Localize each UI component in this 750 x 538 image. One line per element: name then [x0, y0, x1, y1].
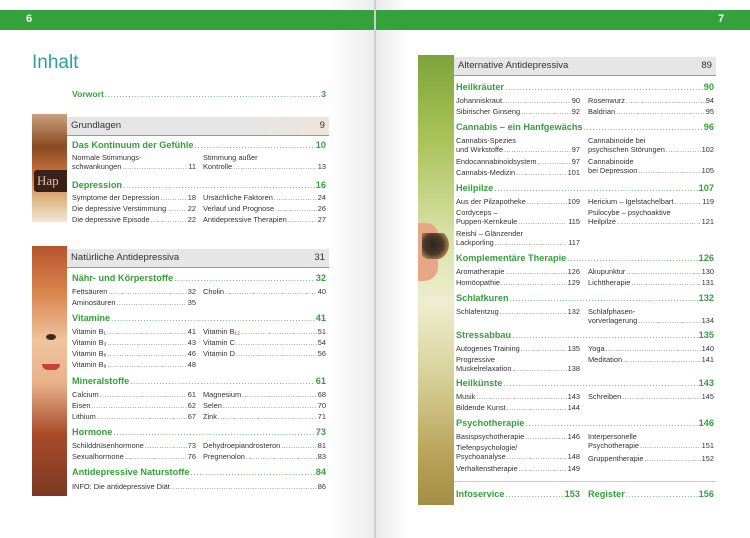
toc-kontinuum[interactable]: Das Kontinuum der Gefühle ..... 10 — [72, 140, 326, 151]
right-page — [376, 0, 750, 538]
section-divider — [454, 481, 716, 482]
right-page-header-bar — [376, 10, 750, 30]
toc-item[interactable]: Vitamin C ..... 54 — [203, 338, 326, 348]
toc-item[interactable]: Sibirischer Ginseng ..... 92 — [456, 107, 580, 117]
toc-reishi[interactable]: Reishi – Glänzender Lackporling ..... 117 — [456, 229, 580, 248]
toc-psychotherapie[interactable]: Psychotherapie ..... 146 — [456, 418, 714, 429]
toc-item[interactable]: Musik ..... 143 — [456, 392, 580, 402]
toc-item[interactable]: Vitamin B₆ ..... 46 — [72, 349, 196, 359]
eye-shape — [46, 334, 56, 340]
toc-item[interactable]: Die depressive Episode ..... 22 — [72, 215, 196, 225]
toc-item[interactable]: Die depressive Verstimmung ..... 22 — [72, 204, 196, 214]
section-natuerliche-antidepressiva[interactable]: Natürliche Antidepressiva 31 — [67, 249, 329, 267]
grundlagen-photo — [32, 114, 67, 222]
toc-gruppentherapie[interactable]: Gruppentherapie ..... 152 — [588, 454, 714, 464]
toc-pilzapotheke[interactable]: Aus der Pilzapotheke ..... 109 — [456, 197, 580, 207]
toc-item[interactable]: Sexualhormone ..... 76 — [72, 452, 196, 462]
toc-item[interactable]: Bildende Kunst ..... 144 — [456, 403, 580, 413]
toc-item[interactable]: Magnesium ..... 68 — [203, 390, 326, 400]
toc-hericium[interactable]: Hericium – Igelstachelbart ..... 119 — [588, 197, 714, 207]
toc-schlafkuren[interactable]: Schlafkuren ..... 132 — [456, 293, 714, 304]
left-page-number: 6 — [26, 13, 33, 25]
toc-stimmung-ausser-kontrolle[interactable]: Stimmung außer Kontrolle ..... 13 — [203, 153, 326, 172]
happy-sign-text: Hap — [34, 170, 67, 192]
toc-item[interactable]: Aminosäuren ..... 35 — [72, 298, 196, 308]
toc-verhaltenstherapie[interactable]: Verhaltenstherapie ..... 149 — [456, 464, 580, 474]
toc-infoservice[interactable]: Infoservice ..... 153 — [456, 489, 580, 500]
toc-normale-stimmungsschwankungen[interactable]: Normale Stimmungs- schwankungen ..... 11 — [72, 153, 196, 172]
toc-item[interactable]: Ursächliche Faktoren ..... 24 — [203, 193, 326, 203]
toc-cannabis-spezies[interactable]: Cannabis-Spezies und Wirkstoffe ..... 97 — [456, 136, 580, 155]
toc-item[interactable]: Vitamin B₁₂ ..... 51 — [203, 327, 326, 337]
toc-item[interactable]: Johanniskraut ..... 90 — [456, 96, 580, 106]
toc-naehr-koerperstoffe[interactable]: Nähr- und Körperstoffe ..... 32 — [72, 273, 326, 284]
toc-cannabinoide-depression[interactable]: Cannabinoide bei Depression ..... 105 — [588, 157, 714, 176]
toc-vorwort[interactable]: Vorwort ..... 3 — [72, 89, 326, 100]
toc-item[interactable]: Cholin ..... 40 — [203, 287, 326, 297]
page-title: Inhalt — [32, 52, 79, 73]
toc-heilkraeuter[interactable]: Heilkräuter ..... 90 — [456, 82, 714, 93]
toc-depression[interactable]: Depression ..... 16 — [72, 180, 326, 191]
toc-mineralstoffe[interactable]: Mineralstoffe ..... 61 — [72, 376, 326, 387]
toc-item[interactable]: Selen ..... 70 — [203, 401, 326, 411]
toc-cannabis[interactable]: Cannabis – ein Hanfgewächs ..... 96 — [456, 122, 714, 133]
toc-item[interactable]: Vitamin D ..... 56 — [203, 349, 326, 359]
toc-antidepressive-naturstoffe[interactable]: Antidepressive Naturstoffe ..... 84 — [72, 467, 326, 478]
toc-item[interactable]: Dehydroepiandrosteron ..... 81 — [203, 441, 326, 451]
left-page — [0, 0, 374, 538]
section-grundlagen[interactable]: Grundlagen 9 — [67, 117, 329, 135]
toc-item[interactable]: Zink ..... 71 — [203, 412, 326, 422]
toc-item[interactable]: Homöopathie ..... 129 — [456, 278, 580, 288]
toc-item[interactable]: Schreiben ..... 145 — [588, 392, 714, 402]
toc-register[interactable]: Register ..... 156 — [588, 489, 714, 500]
toc-item[interactable]: Verlauf und Prognose ..... 26 — [203, 204, 326, 214]
toc-item[interactable]: Baldrian ..... 95 — [588, 107, 714, 117]
toc-item[interactable]: Rosenwurz ..... 94 — [588, 96, 714, 106]
toc-item[interactable]: Pregnenolon ..... 83 — [203, 452, 326, 462]
toc-item[interactable]: Vitamin B₁ ..... 41 — [72, 327, 196, 337]
toc-stressabbau[interactable]: Stressabbau ..... 135 — [456, 330, 714, 341]
toc-item[interactable]: Fettsäuren ..... 32 — [72, 287, 196, 297]
butterfly-icon — [422, 233, 450, 259]
toc-tiefenpsychologie[interactable]: Tiefenpsychologie/ Psychoanalyse ..... 148 — [456, 443, 580, 462]
toc-cannabinoide-stoerungen[interactable]: Cannabinoide bei psychischen Störungen ..... 102 — [588, 136, 714, 155]
toc-meditation[interactable]: Meditation ..... 141 — [588, 355, 714, 365]
left-page-header-bar — [0, 10, 374, 30]
toc-item[interactable]: Akupunktur ..... 130 — [588, 267, 714, 277]
toc-basispsychotherapie[interactable]: Basispsychotherapie ..... 146 — [456, 432, 580, 442]
section-alternative-antidepressiva[interactable]: Alternative Antidepressiva 89 — [454, 57, 716, 75]
smile-shape — [42, 364, 60, 370]
toc-item[interactable]: Vitamin B₃ ..... 43 — [72, 338, 196, 348]
toc-item[interactable]: Eisen ..... 62 — [72, 401, 196, 411]
toc-yoga[interactable]: Yoga ..... 140 — [588, 344, 714, 354]
toc-item[interactable]: Symptome der Depression ..... 18 — [72, 193, 196, 203]
toc-komplementaere-therapie[interactable]: Komplementäre Therapie ..... 126 — [456, 253, 714, 264]
toc-progressive-muskelrelaxation[interactable]: Progressive Muskelrelaxation ..... 138 — [456, 355, 580, 374]
toc-endocannabinoidsystem[interactable]: Endocannabinoidsystem ..... 97 — [456, 157, 580, 167]
section-divider — [454, 75, 716, 76]
toc-schlafphasenvorverlagerung[interactable]: Schlafphasen- vorverlagerung ..... 134 — [588, 307, 714, 326]
toc-vitamine[interactable]: Vitamine ..... 41 — [72, 313, 326, 324]
woman-photo — [32, 246, 67, 496]
toc-info-diaet[interactable]: INFO: Die antidepressive Diät ..... 86 — [72, 482, 326, 492]
toc-hormone[interactable]: Hormone ..... 73 — [72, 427, 326, 438]
section-divider — [67, 135, 329, 136]
toc-heilpilze[interactable]: Heilpilze ..... 107 — [456, 183, 714, 194]
toc-cannabis-medizin[interactable]: Cannabis-Medizin ..... 101 — [456, 168, 580, 178]
toc-item[interactable]: Aromatherapie ..... 126 — [456, 267, 580, 277]
toc-cordyceps[interactable]: Cordyceps – Puppen-Kernkeule ..... 115 — [456, 208, 580, 227]
toc-item[interactable]: Lichttherapie ..... 131 — [588, 278, 714, 288]
toc-item[interactable]: Vitamin B₉ ..... 48 — [72, 360, 196, 370]
toc-item[interactable]: Schilddrüsenhormone ..... 73 — [72, 441, 196, 451]
toc-item[interactable]: Calcium ..... 61 — [72, 390, 196, 400]
right-page-number: 7 — [718, 13, 725, 25]
toc-heilkuenste[interactable]: Heilkünste ..... 143 — [456, 378, 714, 389]
toc-item[interactable]: Lithium ..... 67 — [72, 412, 196, 422]
toc-interpersonelle-psychotherapie[interactable]: Interpersonelle Psychotherapie ..... 151 — [588, 432, 714, 451]
toc-schlafentzug[interactable]: Schlafentzug ..... 132 — [456, 307, 580, 317]
nature-photo — [418, 55, 454, 505]
toc-autogenes-training[interactable]: Autogenes Training ..... 135 — [456, 344, 580, 354]
toc-psilocybe[interactable]: Psilocybe – psychoaktive Heilpilze ..... 121 — [588, 208, 714, 227]
toc-item[interactable]: Antidepressive Therapien ..... 27 — [203, 215, 326, 225]
section-divider — [67, 267, 329, 268]
